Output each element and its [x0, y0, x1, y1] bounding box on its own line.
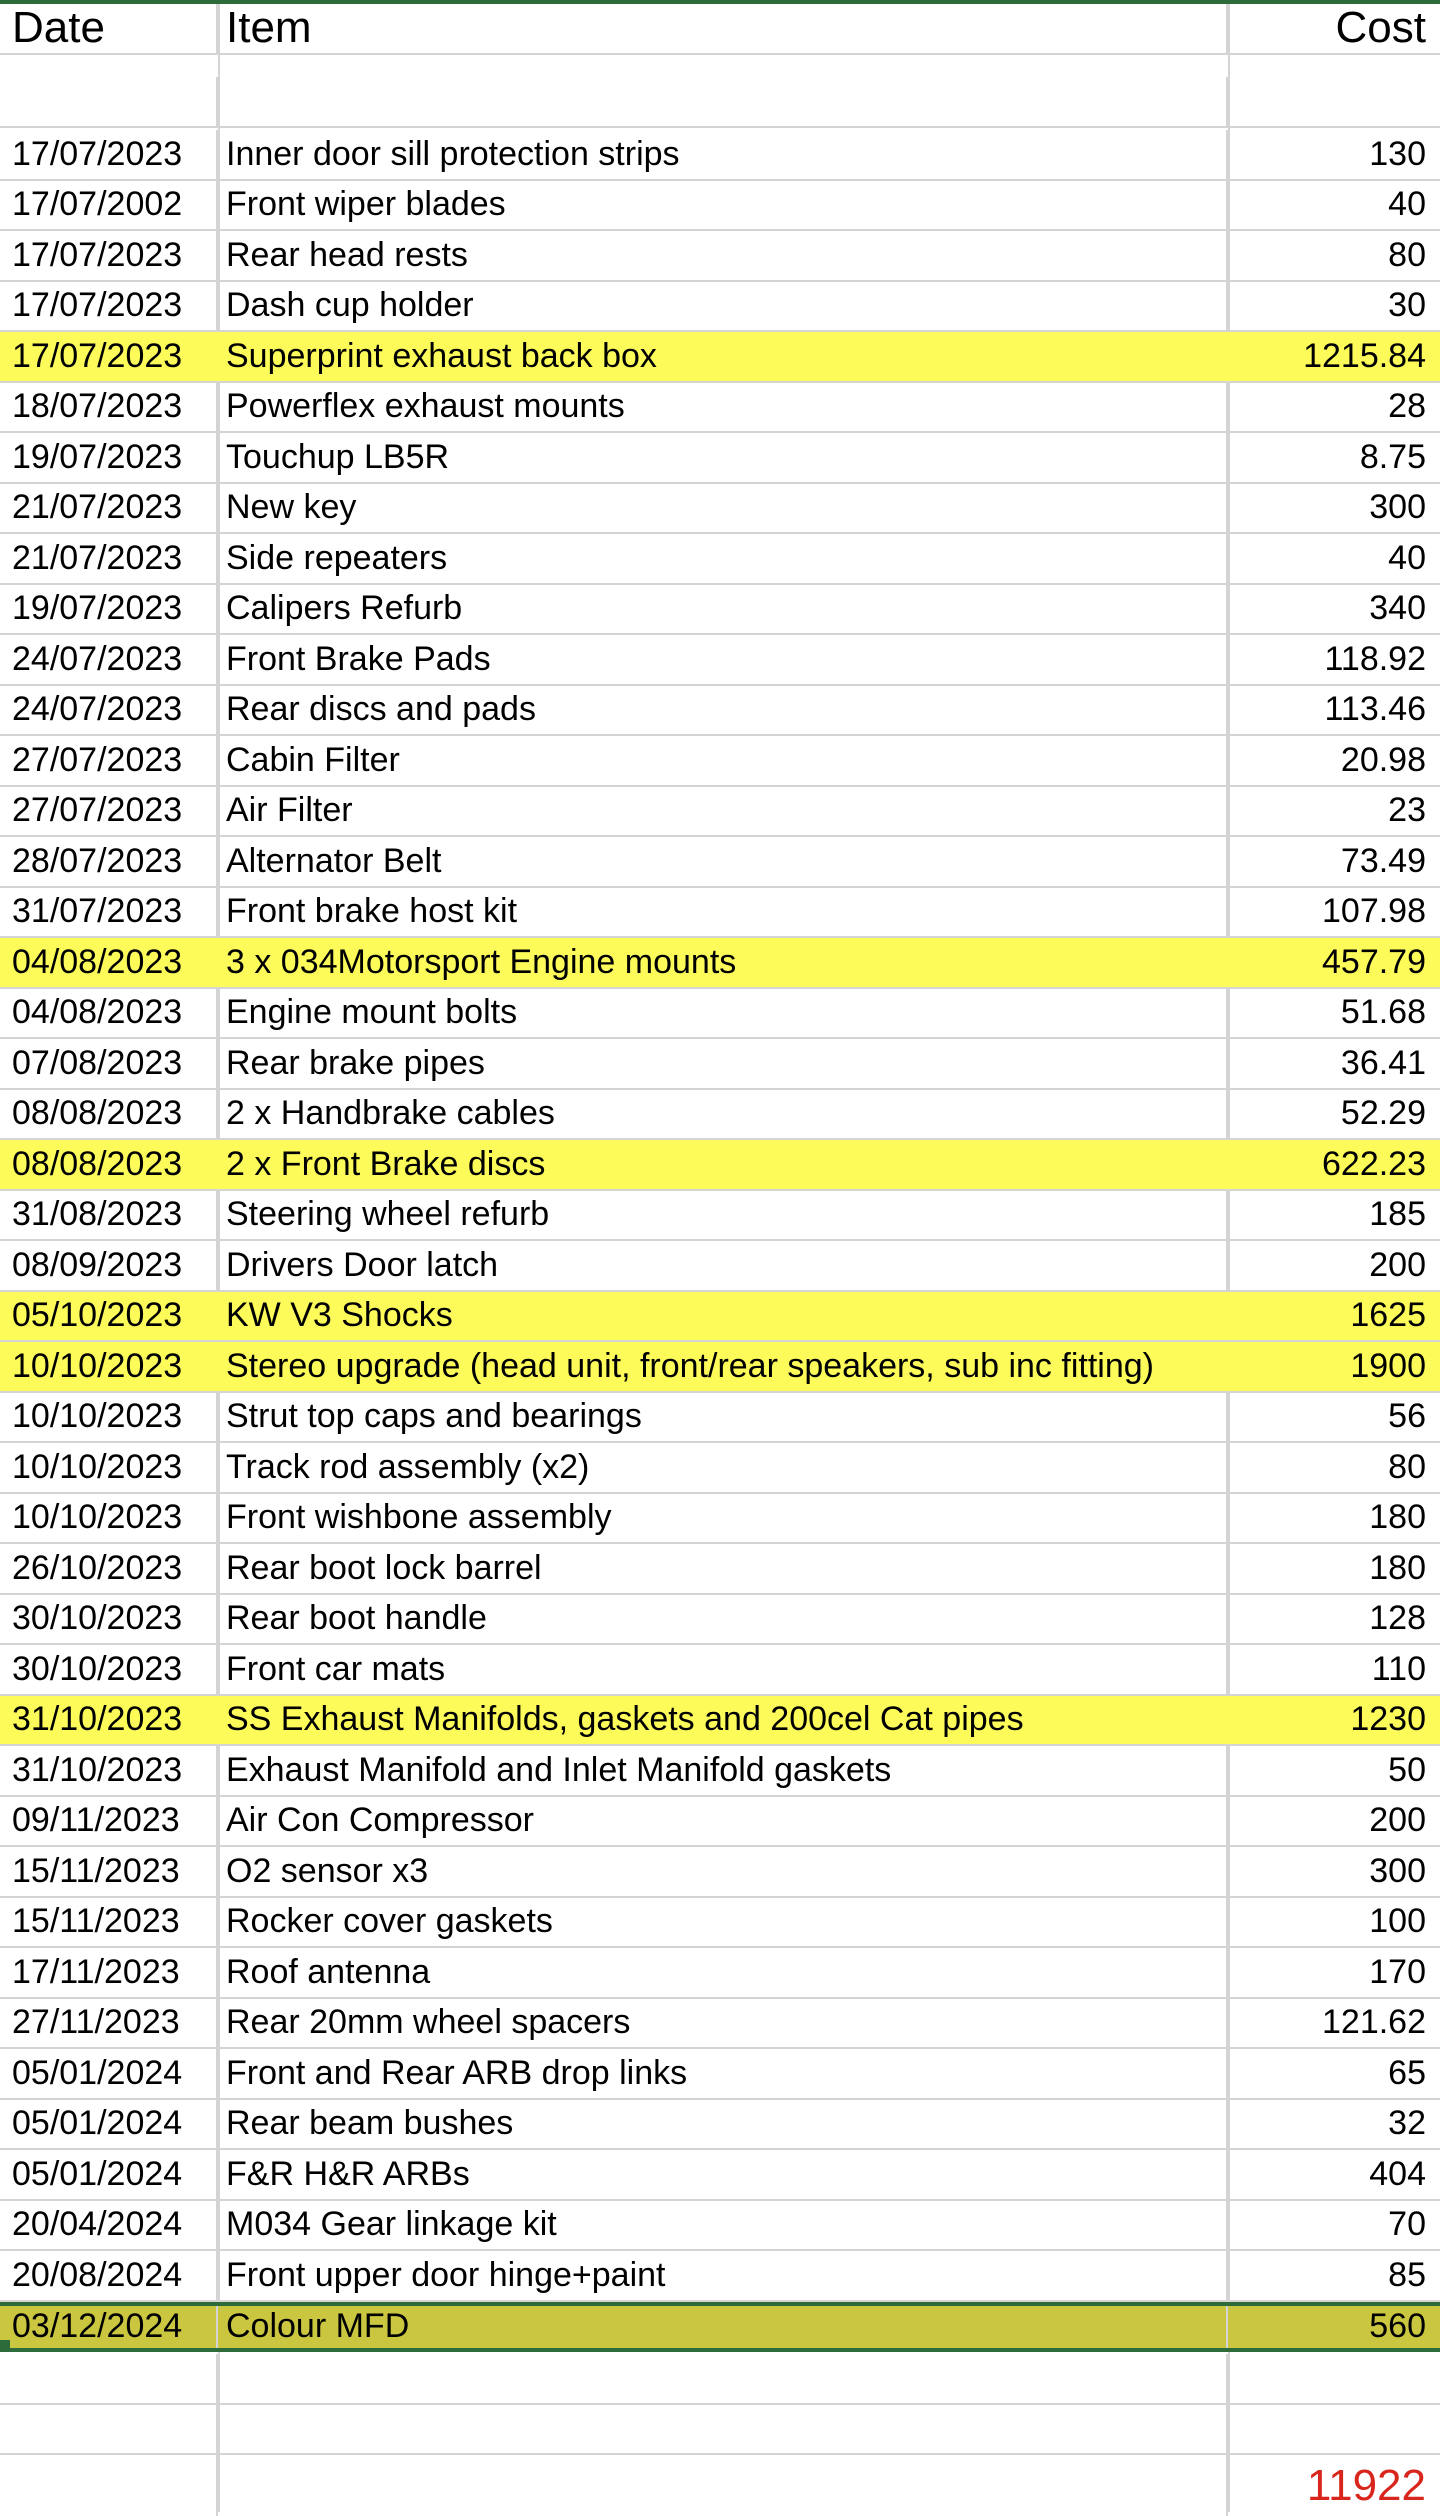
table-row [0, 1746, 1440, 1797]
table-row [0, 938, 1440, 989]
header-cost[interactable]: Cost [1335, 4, 1426, 53]
empty-cell[interactable] [1228, 2405, 1440, 2454]
date-cell[interactable]: 30/10/2023 [0, 1645, 218, 1694]
table-row [0, 2049, 1440, 2100]
cost-cell[interactable]: 56 [1388, 1397, 1426, 1436]
cost-cell[interactable]: 73.49 [1340, 841, 1426, 880]
table-row [0, 837, 1440, 888]
date-cell[interactable]: 27/11/2023 [0, 1999, 218, 2048]
cost-cell[interactable]: 170 [1369, 1952, 1426, 1991]
date-cell[interactable]: 03/12/2024 [0, 2306, 218, 2349]
header-item[interactable]: Item [218, 4, 1228, 53]
date-cell[interactable]: 31/08/2023 [0, 1191, 218, 1240]
item-cell[interactable]: 3 x 034Motorsport Engine mounts [226, 942, 737, 981]
date-cell[interactable]: 17/07/2023 [0, 231, 218, 280]
cost-cell[interactable]: 20.98 [1340, 740, 1426, 779]
table-row [0, 433, 1440, 484]
cost-cell[interactable]: 32 [1388, 2104, 1426, 2143]
cost-cell[interactable]: 40 [1388, 538, 1426, 577]
date-cell[interactable]: 10/10/2023 [12, 1346, 183, 1385]
empty-row [0, 2405, 1440, 2456]
selection-fill-handle[interactable] [0, 2340, 10, 2350]
table-row [0, 635, 1440, 686]
empty-cell[interactable] [0, 77, 218, 126]
table-row [0, 1494, 1440, 1545]
item-cell[interactable]: Calipers Refurb [218, 585, 1228, 634]
table-row [0, 282, 1440, 333]
empty-row [0, 2354, 1440, 2405]
cost-cell[interactable]: 130 [1369, 134, 1426, 173]
table-row [0, 1090, 1440, 1141]
date-cell[interactable]: 21/07/2023 [0, 484, 218, 533]
table-row [0, 231, 1440, 282]
cost-cell[interactable]: 560 [1369, 2307, 1426, 2346]
item-cell[interactable]: Drivers Door latch [218, 1241, 1228, 1290]
item-cell[interactable]: M034 Gear linkage kit [218, 2201, 1228, 2250]
empty-cell[interactable] [0, 2405, 218, 2454]
item-cell[interactable]: Side repeaters [218, 534, 1228, 583]
date-cell[interactable]: 19/07/2023 [0, 585, 218, 634]
table-row [0, 484, 1440, 535]
date-cell[interactable]: 24/07/2023 [0, 686, 218, 735]
date-cell[interactable]: 08/08/2023 [0, 1090, 218, 1139]
item-cell[interactable]: Rear head rests [218, 231, 1228, 280]
table-row [0, 130, 1440, 181]
date-cell[interactable]: 17/07/2002 [0, 181, 218, 230]
table-row [0, 1544, 1440, 1595]
date-cell[interactable]: 17/07/2023 [12, 336, 183, 375]
item-cell[interactable]: Track rod assembly (x2) [218, 1443, 1228, 1492]
table-row [0, 181, 1440, 232]
empty-cell[interactable] [1228, 2354, 1440, 2403]
item-cell[interactable]: Cabin Filter [218, 736, 1228, 785]
item-cell[interactable]: 2 x Handbrake cables [218, 1090, 1228, 1139]
table-row [0, 1948, 1440, 1999]
item-cell[interactable]: Rear beam bushes [218, 2100, 1228, 2149]
empty-cell[interactable] [218, 2455, 1228, 2516]
cost-cell[interactable]: 1215.84 [1303, 336, 1426, 375]
table-row [0, 1595, 1440, 1646]
date-cell[interactable]: 10/10/2023 [0, 1443, 218, 1492]
empty-cell[interactable] [218, 2354, 1228, 2403]
cost-cell[interactable]: 622.23 [1322, 1144, 1426, 1183]
cost-cell[interactable]: 85 [1388, 2255, 1426, 2294]
item-cell[interactable]: Front car mats [218, 1645, 1228, 1694]
table-row [0, 1898, 1440, 1949]
date-cell[interactable]: 17/07/2023 [0, 282, 218, 331]
table-row [0, 787, 1440, 838]
item-cell[interactable]: Touchup LB5R [218, 433, 1228, 482]
item-cell[interactable]: Colour MFD [218, 2306, 1228, 2349]
date-cell[interactable]: 08/08/2023 [12, 1144, 183, 1183]
empty-row [0, 77, 1440, 128]
item-cell[interactable]: Exhaust Manifold and Inlet Manifold gaskets [218, 1746, 1228, 1795]
cost-cell[interactable]: 185 [1369, 1195, 1426, 1234]
cost-cell[interactable]: 30 [1388, 286, 1426, 325]
item-cell[interactable]: Dash cup holder [218, 282, 1228, 331]
empty-cell[interactable] [218, 2405, 1228, 2454]
table-row [0, 1241, 1440, 1292]
cost-cell[interactable]: 1230 [1350, 1700, 1426, 1739]
table-row [0, 1645, 1440, 1696]
empty-cell[interactable] [218, 77, 1228, 126]
date-cell[interactable]: 30/10/2023 [0, 1595, 218, 1644]
item-cell[interactable]: Inner door sill protection strips [218, 130, 1228, 179]
cost-cell[interactable]: 107.98 [1322, 892, 1426, 931]
table-row [0, 736, 1440, 787]
date-cell[interactable]: 15/11/2023 [0, 1847, 218, 1896]
date-cell[interactable]: 10/10/2023 [0, 1393, 218, 1442]
cost-cell[interactable]: 80 [1388, 235, 1426, 274]
table-row [0, 1847, 1440, 1898]
item-cell[interactable]: KW V3 Shocks [226, 1296, 453, 1335]
table-row [0, 1797, 1440, 1848]
table-row [0, 1696, 1440, 1747]
cost-cell[interactable]: 51.68 [1340, 993, 1426, 1032]
empty-cell[interactable] [0, 2354, 218, 2403]
item-cell[interactable]: Alternator Belt [218, 837, 1228, 886]
table-row [0, 2251, 1440, 2302]
item-cell[interactable]: Front and Rear ARB drop links [218, 2049, 1228, 2098]
date-cell[interactable]: 27/07/2023 [0, 787, 218, 836]
date-cell[interactable]: 21/07/2023 [0, 534, 218, 583]
table-row [0, 888, 1440, 939]
cost-cell[interactable]: 65 [1388, 2053, 1426, 2092]
table-row [0, 1342, 1440, 1393]
table-row [0, 989, 1440, 1040]
empty-cell[interactable] [0, 2455, 218, 2516]
item-cell[interactable]: O2 sensor x3 [218, 1847, 1228, 1896]
item-cell[interactable]: Front wiper blades [218, 181, 1228, 230]
cost-cell[interactable]: 36.41 [1340, 1043, 1426, 1082]
item-cell[interactable]: Front Brake Pads [218, 635, 1228, 684]
table-row [0, 383, 1440, 434]
date-cell[interactable]: 05/10/2023 [12, 1296, 183, 1335]
cost-cell[interactable]: 100 [1369, 1902, 1426, 1941]
table-row [0, 1039, 1440, 1090]
item-cell[interactable]: Rocker cover gaskets [218, 1898, 1228, 1947]
date-cell[interactable]: 24/07/2023 [0, 635, 218, 684]
item-cell[interactable]: Strut top caps and bearings [218, 1393, 1228, 1442]
cost-cell[interactable]: 50 [1388, 1750, 1426, 1789]
item-cell[interactable]: Superprint exhaust back box [226, 336, 657, 375]
table-row [0, 686, 1440, 737]
cost-cell[interactable]: 52.29 [1340, 1094, 1426, 1133]
total-cost[interactable]: 11922 [1306, 2460, 1426, 2510]
date-cell[interactable]: 27/07/2023 [0, 736, 218, 785]
date-cell[interactable]: 04/08/2023 [12, 942, 183, 981]
table-row [0, 534, 1440, 585]
date-cell[interactable]: 28/07/2023 [0, 837, 218, 886]
date-cell[interactable]: 31/10/2023 [0, 1746, 218, 1795]
header-date[interactable]: Date [0, 4, 218, 53]
table-row [0, 2302, 1440, 2353]
item-cell[interactable]: Powerflex exhaust mounts [218, 383, 1228, 432]
date-cell[interactable]: 10/10/2023 [0, 1494, 218, 1543]
cost-cell[interactable]: 70 [1388, 2205, 1426, 2244]
item-cell[interactable]: Engine mount bolts [218, 989, 1228, 1038]
table-row [0, 332, 1440, 383]
empty-cell[interactable] [1228, 77, 1440, 126]
item-cell[interactable]: Rear boot handle [218, 1595, 1228, 1644]
date-cell[interactable]: 15/11/2023 [0, 1898, 218, 1947]
date-cell[interactable]: 05/01/2024 [0, 2100, 218, 2149]
header-row [0, 4, 1440, 55]
cost-cell[interactable]: 180 [1369, 1548, 1426, 1587]
cost-cell[interactable]: 23 [1388, 791, 1426, 830]
cost-cell[interactable]: 128 [1369, 1599, 1426, 1638]
item-cell[interactable]: Steering wheel refurb [218, 1191, 1228, 1240]
item-cell[interactable]: Air Filter [218, 787, 1228, 836]
date-cell[interactable]: 09/11/2023 [0, 1797, 218, 1846]
item-cell[interactable]: Rear discs and pads [218, 686, 1228, 735]
total-row [0, 2455, 1440, 2516]
date-cell[interactable]: 20/04/2024 [0, 2201, 218, 2250]
date-cell[interactable]: 05/01/2024 [0, 2150, 218, 2199]
item-cell[interactable]: Front brake host kit [218, 888, 1228, 937]
item-cell[interactable]: Rear boot lock barrel [218, 1544, 1228, 1593]
cost-cell[interactable]: 40 [1388, 185, 1426, 224]
item-cell[interactable]: F&R H&R ARBs [218, 2150, 1228, 2199]
cost-cell[interactable]: 28 [1388, 387, 1426, 426]
table-row [0, 2100, 1440, 2151]
table-row [0, 1999, 1440, 2050]
cost-cell[interactable]: 180 [1369, 1498, 1426, 1537]
cost-cell[interactable]: 340 [1369, 589, 1426, 628]
cost-cell[interactable]: 200 [1369, 1801, 1426, 1840]
cost-cell[interactable]: 118.92 [1324, 639, 1426, 678]
cost-cell[interactable]: 8.75 [1359, 437, 1426, 476]
cost-cell[interactable]: 80 [1388, 1447, 1426, 1486]
date-cell[interactable]: 20/08/2024 [0, 2251, 218, 2300]
date-cell[interactable]: 04/08/2023 [0, 989, 218, 1038]
date-cell[interactable]: 17/11/2023 [0, 1948, 218, 1997]
item-cell[interactable]: Roof antenna [218, 1948, 1228, 1997]
table-row [0, 1292, 1440, 1343]
item-cell[interactable]: Rear brake pipes [218, 1039, 1228, 1088]
item-cell[interactable]: Rear 20mm wheel spacers [218, 1999, 1228, 2048]
table-row [0, 585, 1440, 636]
cost-cell[interactable]: 300 [1369, 488, 1426, 527]
cost-cell[interactable]: 113.46 [1324, 690, 1426, 729]
date-cell[interactable]: 08/09/2023 [0, 1241, 218, 1290]
cost-cell[interactable]: 200 [1369, 1245, 1426, 1284]
cost-cell[interactable]: 1900 [1350, 1346, 1426, 1385]
table-row [0, 2150, 1440, 2201]
item-cell[interactable]: SS Exhaust Manifolds, gaskets and 200cel Cat pipes [226, 1700, 1024, 1739]
table-row [0, 1443, 1440, 1494]
cost-cell[interactable]: 121.62 [1322, 2003, 1426, 2042]
date-cell[interactable]: 19/07/2023 [0, 433, 218, 482]
table-row [0, 1140, 1440, 1191]
cost-cell[interactable]: 457.79 [1322, 942, 1426, 981]
item-cell[interactable]: Front upper door hinge+paint [218, 2251, 1228, 2300]
item-cell[interactable]: Air Con Compressor [218, 1797, 1228, 1846]
table-row [0, 2201, 1440, 2252]
date-cell[interactable]: 07/08/2023 [0, 1039, 218, 1088]
date-cell[interactable]: 18/07/2023 [0, 383, 218, 432]
cost-cell[interactable]: 300 [1369, 1851, 1426, 1890]
table-row [0, 1393, 1440, 1444]
cost-cell[interactable]: 1625 [1350, 1296, 1426, 1335]
item-cell[interactable]: Stereo upgrade (head unit, front/rear speakers, sub inc fitting) [226, 1346, 1154, 1385]
date-cell[interactable]: 26/10/2023 [0, 1544, 218, 1593]
cost-cell[interactable]: 404 [1369, 2154, 1426, 2193]
item-cell[interactable]: New key [218, 484, 1228, 533]
date-cell[interactable]: 31/10/2023 [12, 1700, 183, 1739]
date-cell[interactable]: 05/01/2024 [0, 2049, 218, 2098]
item-cell[interactable]: Front wishbone assembly [218, 1494, 1228, 1543]
item-cell[interactable]: 2 x Front Brake discs [226, 1144, 546, 1183]
table-row [0, 1191, 1440, 1242]
cost-cell[interactable]: 110 [1371, 1649, 1426, 1688]
date-cell[interactable]: 17/07/2023 [0, 130, 218, 179]
date-cell[interactable]: 31/07/2023 [0, 888, 218, 937]
